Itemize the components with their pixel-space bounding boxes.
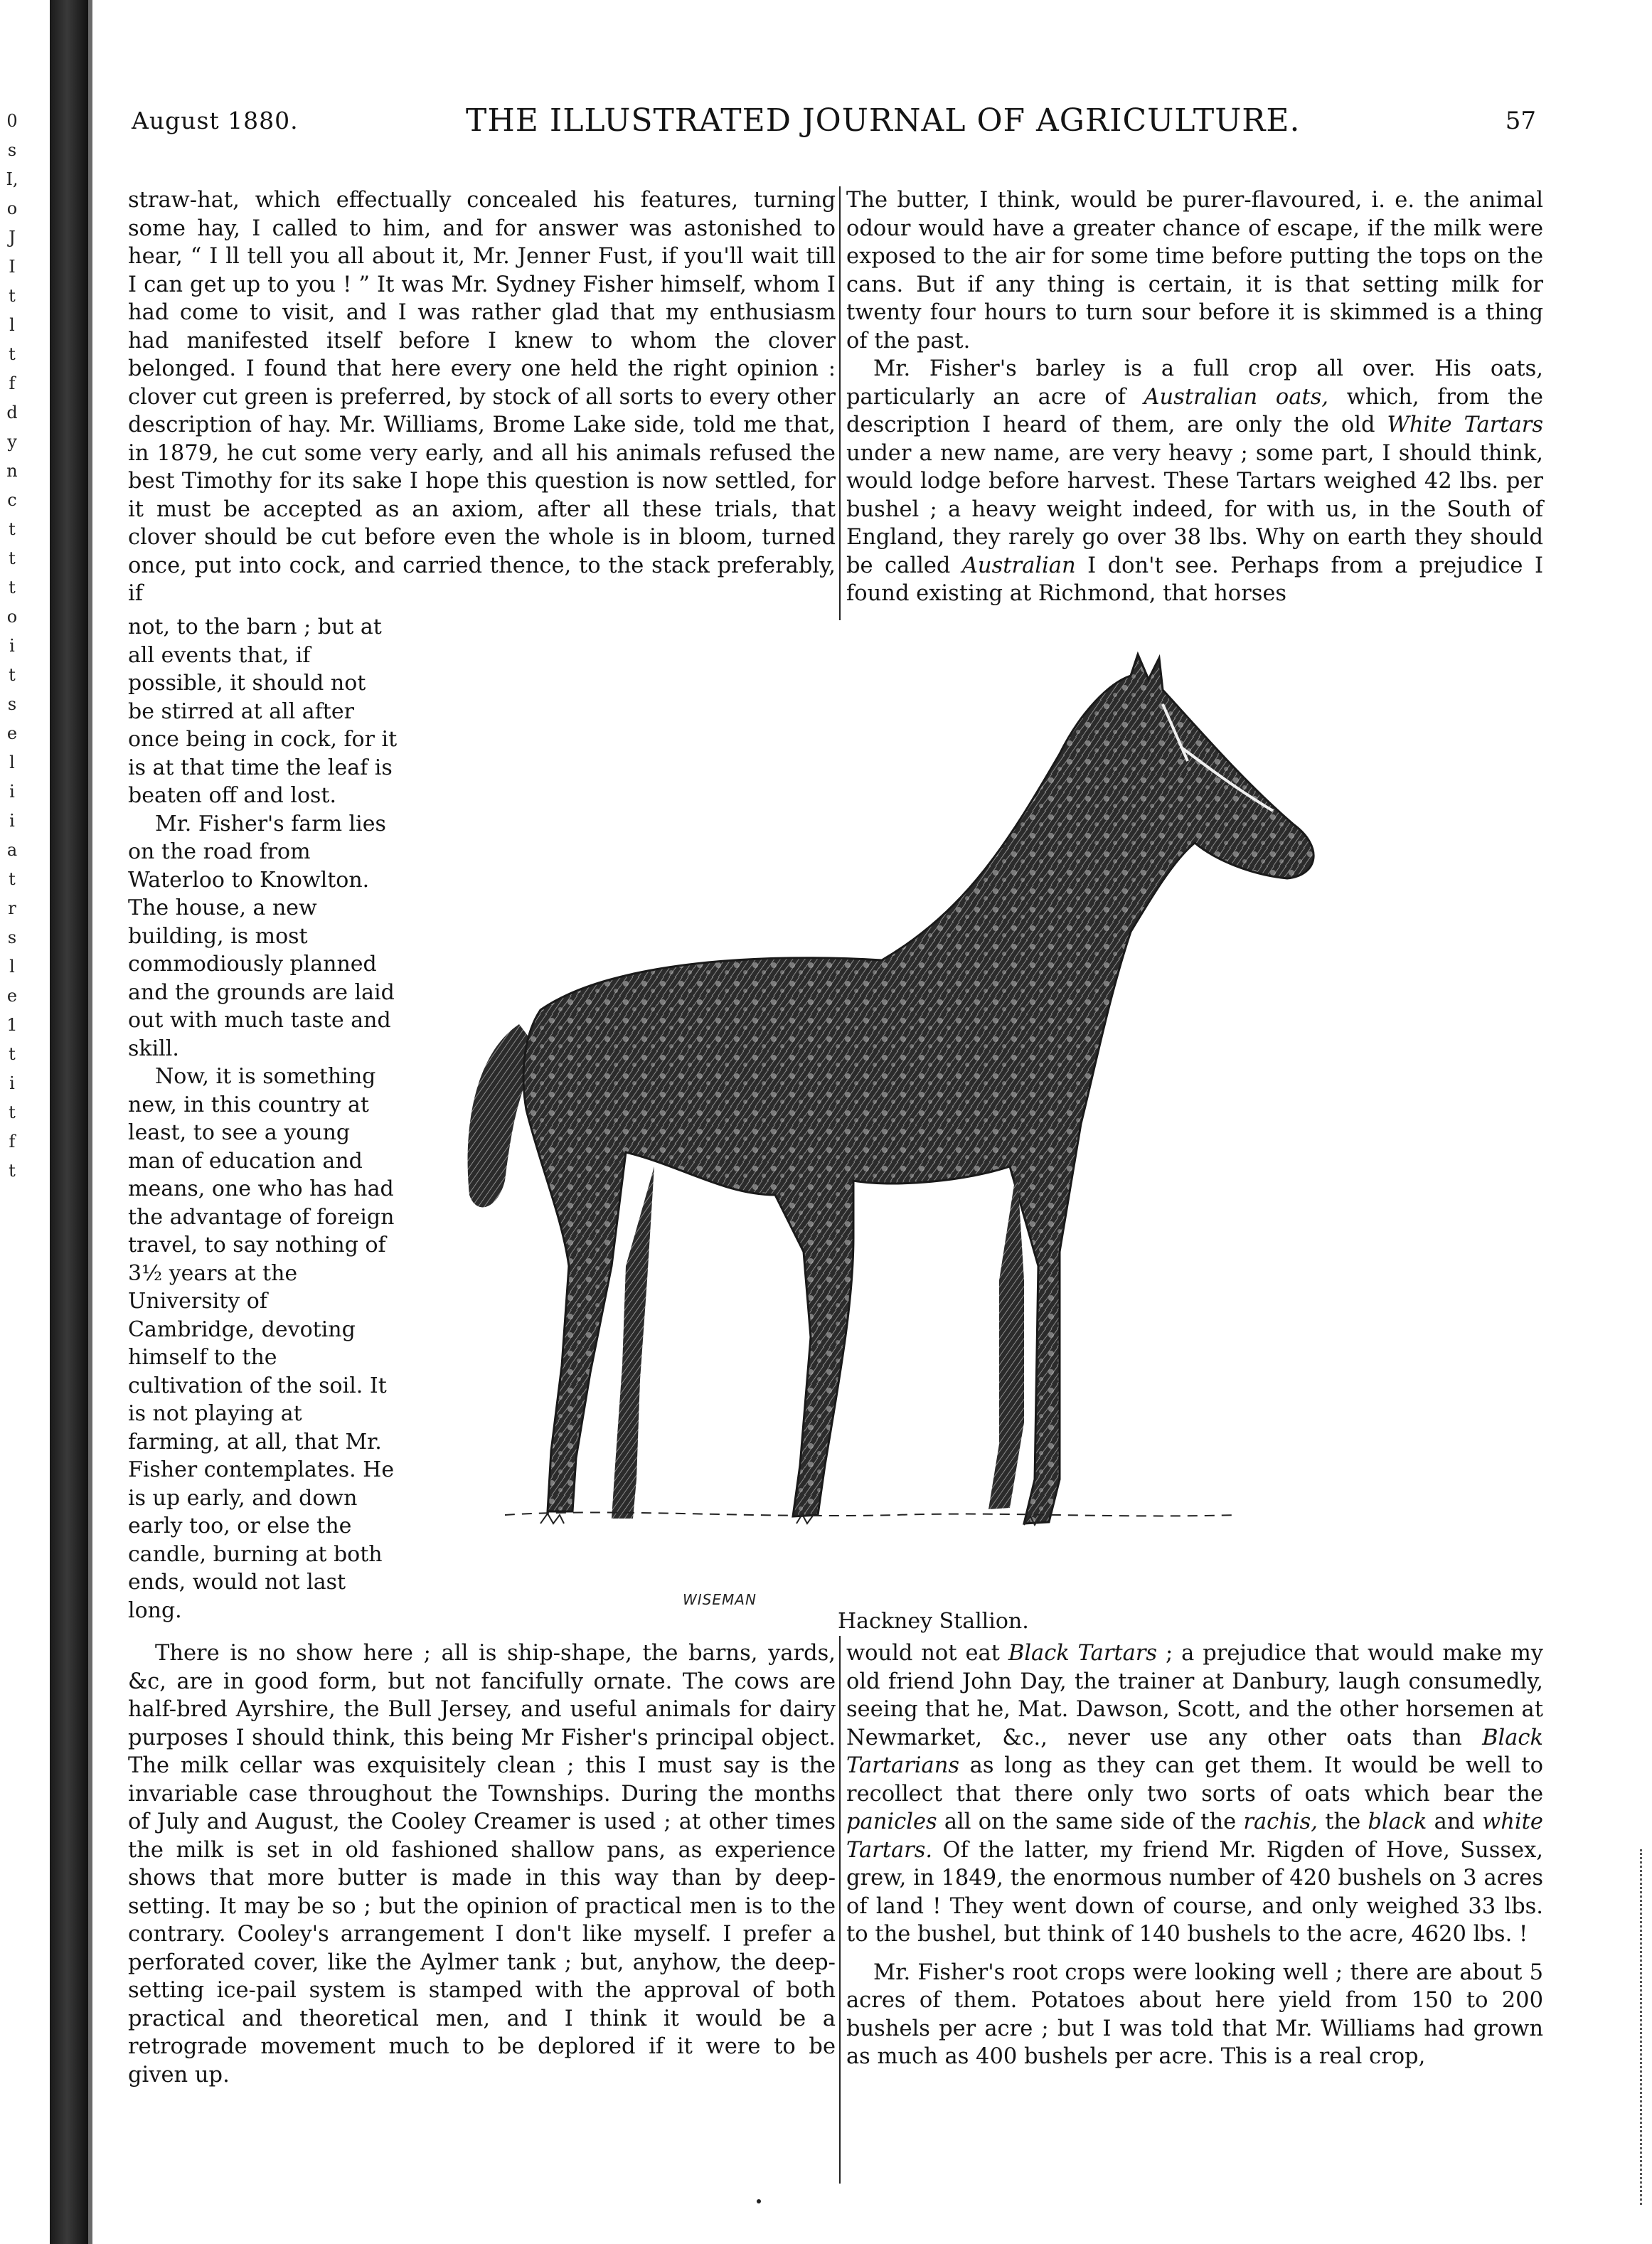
column-left-narrow [128, 613, 398, 1624]
paragraph: Mr. Fisher's root crops were looking well ; there are about 5 acres of them. Potatoes about here yield from 150 to 200 bushels per acre ; but I was told that Mr. Williams had grown as much as 400 bushels per acre. This is a real crop, [846, 1959, 1543, 2069]
engraver-signature: WISEMAN [683, 1591, 757, 1608]
margin-fragment: e [6, 986, 18, 1006]
margin-fragment: t [9, 286, 16, 306]
margin-fragment: t [9, 1102, 16, 1122]
margin-fragment: J [9, 228, 16, 248]
margin-fragment: s [7, 694, 17, 714]
paragraph: not, to the barn ; but at all events that, if possible, it should not be stirred at all after once being in cock, for it is at that time the leaf is beaten off and lost. [128, 615, 398, 808]
margin-fragment: t [9, 869, 16, 889]
paragraph: straw-hat, which effectually concealed his features, turning some hay, I called to him, and for answer was astonished to hear, “ I ll tell you all about it, Mr. Jenner Fust, if you'll wait till I can get up to you ! ” It was Mr. Sydney Fisher himself, whom I had come to visit, and I was rather glad that my enthusiasm had manifested itself before I knew to whom the clover belonged. I found that here every one held the right opinion : clover cut green is preferred, by stock of all sorts to every other description of hay. Mr. Williams, Brome Lake side, told me that, in 1879, he cut some very early, and all his animals refused the best Timothy for its sake I hope this question is now settled, for it must be accepted as an axiom, after all these trials, that clover should be cut before even the whole is in bloom, turned once, put into cock, and carried thence, to the stack preferably, if [128, 188, 836, 606]
column-right-top [846, 186, 1543, 608]
paragraph: There is no show here ; all is ship-shape, the barns, yards, &c, are in good form, but not fancifully ornate. The cows are half-bred Ayrshire, the Bull Jersey, and useful animals for dairy purposes I should think, this being Mr Fisher's principal object. The milk cellar was exquisitely clean ; this I must say is the invariable case throughout the Townships. During the months of July and August, the Cooley Creamer is used ; at other times the milk is set in old fashioned shallow pans, as experience shows that more butter is made in this way than by deep-setting. It may be so ; but the opinion of practical men is to the contrary. Cooley's arrangement I don't like myself. I prefer a perforated cover, like the Aylmer tank ; but, anyhow, the deep-setting ice-pail system is stamped with the approval of both practical and theoretical men, and I think it would be a retrograde movement much to be deplored if it were to be given up. [128, 1641, 836, 2088]
margin-fragment: t [9, 344, 16, 364]
margin-fragment: n [6, 461, 18, 481]
figure-caption: Hackney Stallion. [838, 1609, 1029, 1634]
column-rule-bottom [839, 1636, 841, 2184]
margin-fragment: t [9, 665, 16, 685]
margin-fragment: 0 [6, 111, 18, 131]
margin-fragment: s [7, 927, 17, 947]
margin-fragment: I, [6, 169, 18, 189]
margin-fragment: f [9, 373, 16, 393]
margin-fragment: y [7, 432, 17, 452]
margin-fragment: r [8, 898, 16, 918]
margin-fragment: o [6, 607, 18, 627]
paragraph: The butter, I think, would be purer-flavoured, i. e. the animal odour would have a greater chance of escape, if the milk were exposed to the air for some time before putting the tops on the cans. But if any thing is certain, it is that setting milk for twenty four hours to turn sour before it is skimmed is a thing of the past. [846, 188, 1543, 353]
margin-fragment: i [9, 782, 15, 802]
paragraph: Mr. Fisher's barley is a full crop all over. His oats, particularly an acre of Australian oats, which, from the description I heard of them, are only the old White Tartars under a new name, are very heavy ; some part, I should think, would lodge before harvest. These Tartars weighed 42 lbs. per bushel ; a heavy weight indeed, for with us, in the South of England, they rarely go over 38 lbs. Why on earth they should be called Australian I don't see. Perhaps from a prejudice I found existing at Richmond, that horses [846, 356, 1543, 606]
margin-fragment: I [9, 257, 16, 277]
margin-fragment: l [9, 315, 15, 335]
margin-fragment: l [9, 753, 15, 772]
margin-fragment: 1 [6, 1015, 18, 1035]
paragraph: would not eat Black Tartars ; a prejudice that would make my old friend John Day, the trainer at Danbury, laugh consumedly, seeing that he, Mat. Dawson, Scott, and the other horsemen at Newmarket, &c., never use any other oats than Black Tartarians as long as they can get them. It would be well to recollect that there only two sorts of oats which bear the panicles all on the same side of the rachis, the black and white Tartars. Of the latter, my friend Mr. Rigden of Hove, Sussex, grew, in 1849, the enormous number of 420 bushels on 3 acres of land ! They went down of course, and only weighed 33 lbs. to the bushel, but think of 140 bushels to the acre, 4620 lbs. ! [846, 1641, 1544, 1947]
hackney-stallion-engraving [398, 626, 1508, 1615]
issue-date: August 1880. [132, 107, 299, 134]
margin-fragment: t [9, 1044, 16, 1064]
column-rule-top [839, 186, 841, 620]
column-left-bottom [128, 1639, 836, 2089]
margin-fragment: t [9, 519, 16, 539]
margin-fragment: i [9, 811, 15, 831]
margin-fragment: s [7, 140, 17, 160]
margin-fragment: a [6, 840, 18, 860]
margin-fragment: i [9, 1073, 15, 1093]
margin-fragment: i [9, 636, 15, 656]
binding-shadow [50, 0, 88, 2244]
adjacent-page-fragments [1, 107, 23, 1186]
paragraph: Now, it is something new, in this country at least, to see a young man of education and means, one who has had the advantage of foreign travel, to say nothing of 3½ years at the University of Cambridge, devoting himself to the cultivation of the soil. It is not playing at farming, at all, that Mr. Fisher contemplates. He is up early, and down early too, or else the candle, burning at both ends, would not last long. [128, 1064, 395, 1623]
margin-fragment: d [6, 403, 18, 422]
column-right-bottom [846, 1639, 1543, 2071]
binding-edge [88, 0, 92, 2244]
running-header [132, 102, 1536, 142]
margin-fragment: e [6, 723, 18, 743]
right-edge-marks [1640, 1849, 1649, 2205]
margin-fragment: t [9, 548, 16, 568]
journal-title: THE ILLUSTRATED JOURNAL OF AGRICULTURE. [466, 102, 1301, 139]
margin-fragment: o [6, 198, 18, 218]
page-number: 57 [1505, 107, 1536, 135]
margin-fragment: l [9, 957, 15, 977]
margin-fragment: c [7, 490, 17, 510]
paragraph: Mr. Fisher's farm lies on the road from Waterloo to Knowlton. The house, a new building, is most commodiously planned and the grounds are laid out with much taste and skill. [128, 811, 395, 1061]
margin-fragment: t [9, 1161, 16, 1181]
printer-mark [757, 2199, 761, 2203]
margin-fragment: f [9, 1132, 16, 1152]
margin-fragment: t [9, 578, 16, 597]
column-left-top [128, 186, 836, 608]
